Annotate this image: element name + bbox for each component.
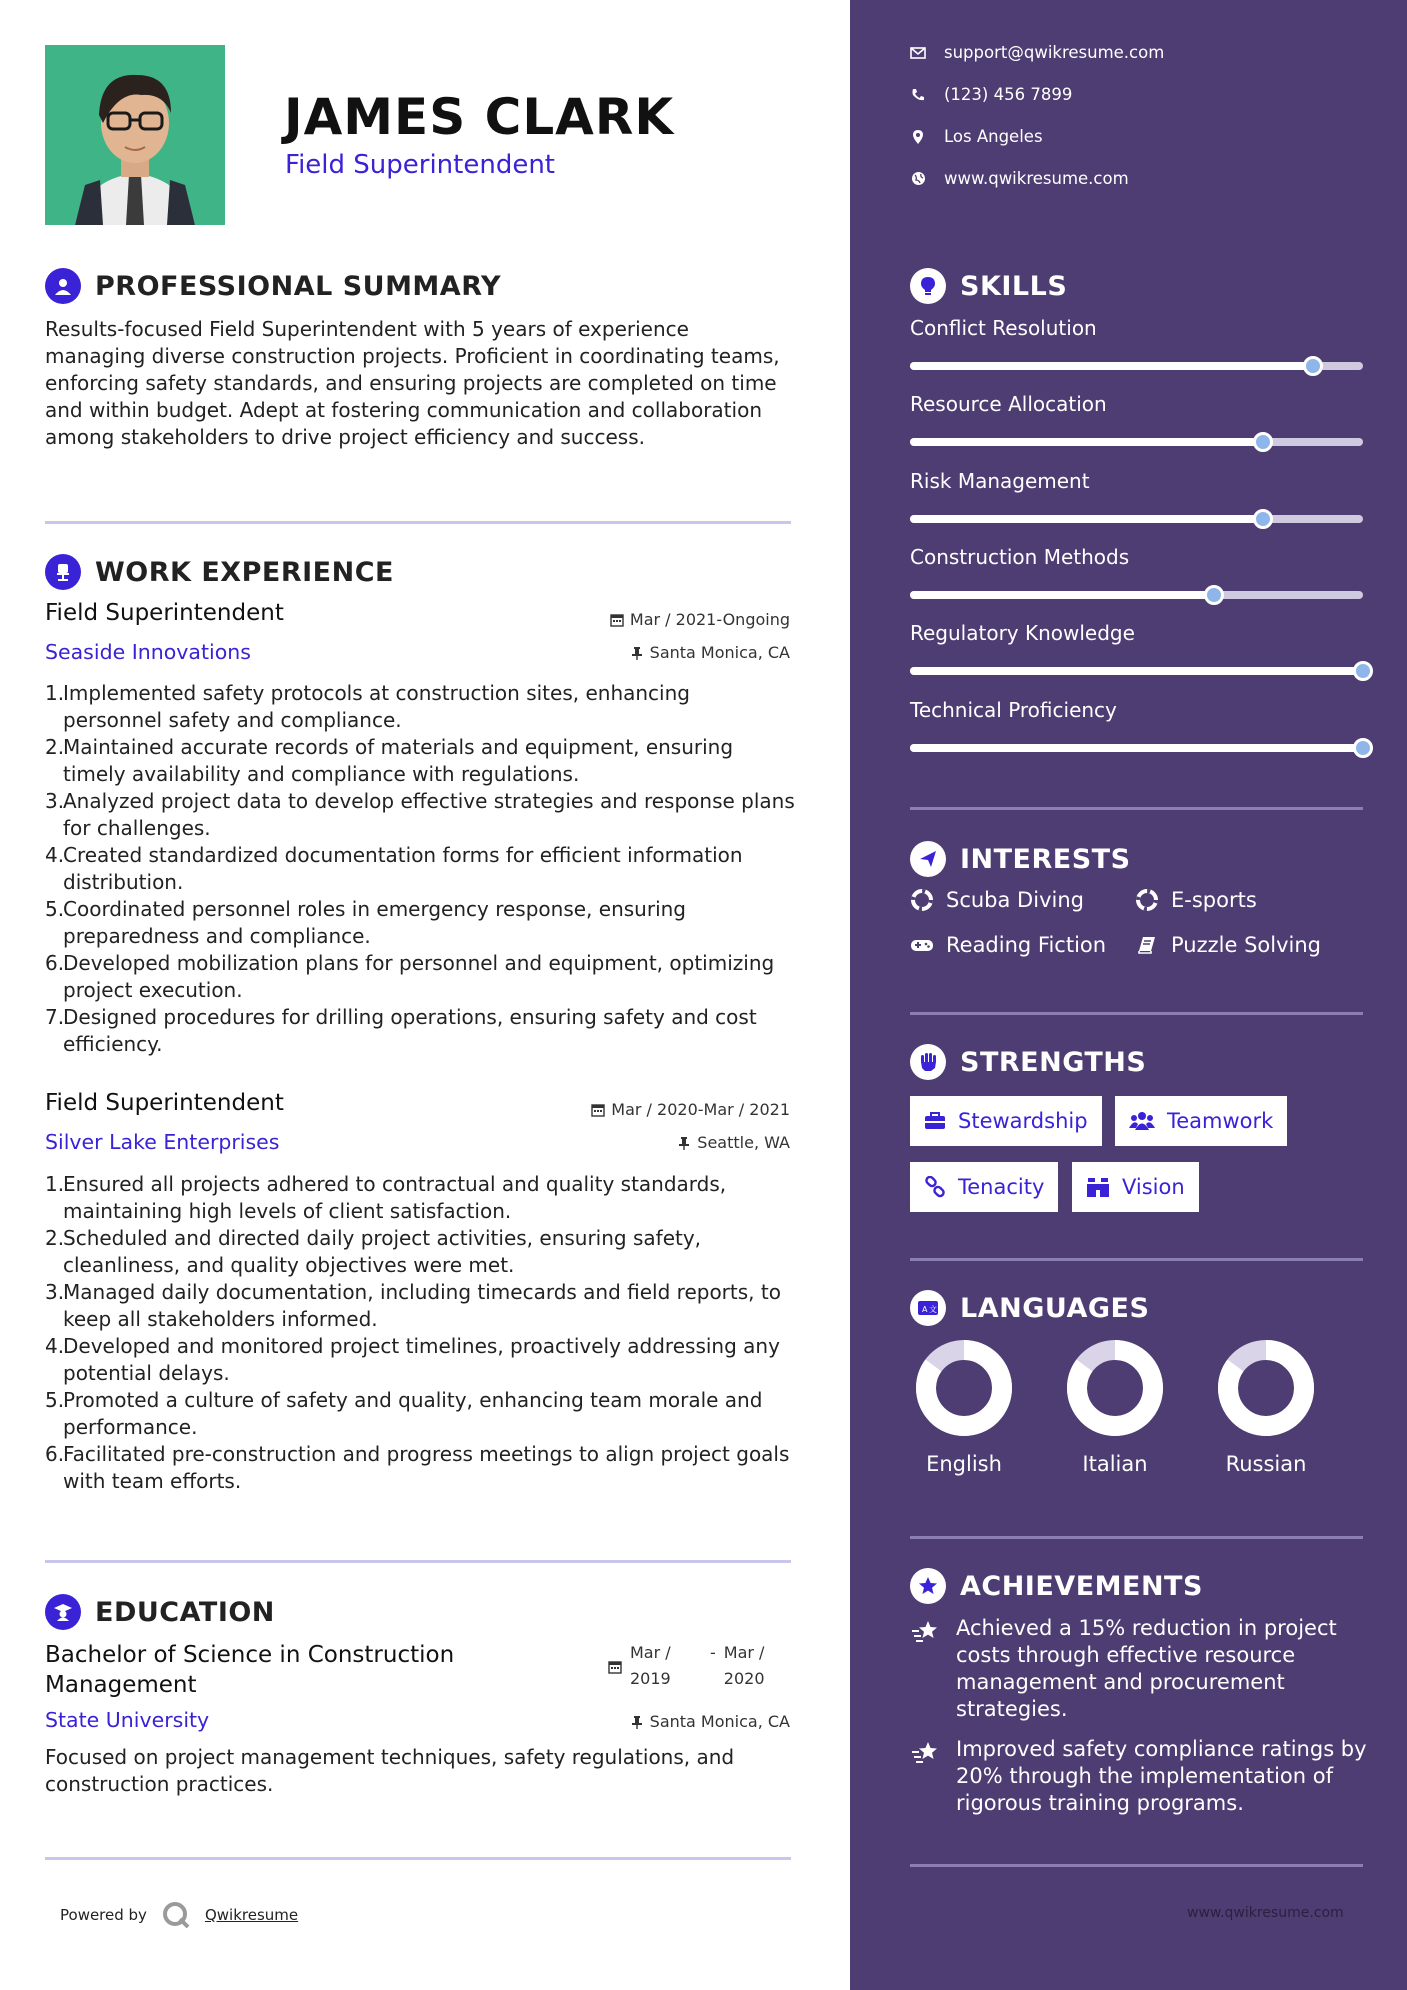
calendar-icon <box>591 1103 605 1117</box>
strength-label: Vision <box>1122 1175 1185 1199</box>
list-item: 7. Designed procedures for drilling operations, ensuring safety and cost efficiency. <box>45 1005 757 1056</box>
user-icon <box>45 268 81 304</box>
job-dates-text: Mar / 2021-Ongoing <box>629 610 790 629</box>
skill-bar <box>910 515 1363 523</box>
skill-bar-knob <box>1353 738 1373 758</box>
qwikresume-logo-icon <box>161 1900 191 1930</box>
skill-bar-fill <box>910 667 1363 675</box>
interest-label: Puzzle Solving <box>1171 933 1321 957</box>
list-item: 4. Created standardized documentation forms for efficient information distribution. <box>45 843 743 894</box>
summary-title: PROFESSIONAL SUMMARY <box>95 270 502 302</box>
skill-bar-fill <box>910 515 1263 523</box>
skill-bar <box>910 744 1363 752</box>
job-location <box>677 1133 790 1152</box>
envelope-icon <box>910 45 926 61</box>
achievement-item <box>910 1615 1370 1723</box>
skill-bar-knob <box>1303 356 1323 376</box>
powered-by-label: Powered by <box>60 1906 147 1924</box>
star-badge-icon <box>910 1568 946 1604</box>
list-item: 6. Developed mobilization plans for personnel and equipment, optimizing project execution. <box>45 951 775 1002</box>
job-dates-text: Mar / 2020-Mar / 2021 <box>611 1100 790 1119</box>
summary-heading <box>45 268 501 304</box>
skill-bar-fill <box>910 591 1214 599</box>
achievement-text: Achieved a 15% reduction in project costs through effective resource management and procurement strategies. <box>956 1616 1337 1721</box>
language-label: Italian <box>1082 1452 1148 1476</box>
language-donut <box>1218 1340 1314 1436</box>
strength-chip <box>910 1162 1058 1212</box>
footer-website[interactable]: www.qwikresume.com <box>1187 1905 1344 1921</box>
qwikresume-link[interactable]: Qwikresume <box>204 1906 299 1924</box>
contact-email-text: support@qwikresume.com <box>944 43 1165 62</box>
education-dates <box>608 1640 796 1692</box>
skill-bar <box>910 362 1363 370</box>
users-icon <box>1129 1111 1155 1131</box>
office-chair-icon <box>45 554 81 590</box>
list-item: 3. Managed daily documentation, including timecards and field reports, to keep all stakeholders informed. <box>45 1280 781 1331</box>
strength-chip <box>910 1096 1102 1146</box>
interest-item <box>910 933 1106 957</box>
contact-location-text: Los Angeles <box>944 127 1043 146</box>
skill-bar-knob <box>1204 585 1224 605</box>
job-title: Field Superintendent <box>45 1090 284 1116</box>
shooting-star-icon <box>910 1738 942 1770</box>
candidate-role: Field Superintendent <box>285 150 555 180</box>
list-item: 6. Facilitated pre-construction and progress meetings to align project goals with team efforts. <box>45 1442 790 1493</box>
education-location <box>630 1712 790 1731</box>
job-dates <box>591 1100 790 1119</box>
interests-heading <box>910 841 1131 877</box>
interest-item <box>910 888 1084 912</box>
gamepad-icon <box>910 933 934 957</box>
job-location-text: Santa Monica, CA <box>649 643 790 662</box>
pin-icon <box>630 1715 644 1729</box>
skill-label: Regulatory Knowledge <box>910 621 1135 645</box>
strength-label: Tenacity <box>958 1175 1045 1199</box>
job-company: Silver Lake Enterprises <box>45 1130 280 1154</box>
paper-plane-icon <box>910 841 946 877</box>
phone-icon <box>910 87 926 103</box>
interest-item <box>1135 933 1321 957</box>
section-divider <box>910 1012 1363 1015</box>
language-item <box>909 1340 1019 1476</box>
interest-label: Reading Fiction <box>946 933 1107 957</box>
contact-website-text: www.qwikresume.com <box>944 169 1129 188</box>
calendar-icon <box>608 1660 622 1674</box>
briefcase-icon <box>924 1112 946 1130</box>
summary-text: Results-focused Field Superintendent with 5 years of experience managing diverse construction projects. Proficient in coordinating teams, enforcing safety standards, and ensuring projects are completed on time and within budget. Adept at fostering communication and collaboration among stakeholders to drive project efficiency and success. <box>45 317 780 449</box>
list-item: 2. Maintained accurate records of materials and equipment, ensuring timely availability and compliance with regulations. <box>45 735 734 786</box>
education-start-date: Mar / 2019 <box>630 1643 671 1688</box>
skill-label: Conflict Resolution <box>910 316 1097 340</box>
list-item: 5. Promoted a culture of safety and quality, enhancing team morale and performance. <box>45 1388 763 1439</box>
contact-phone-text: (123) 456 7899 <box>944 85 1073 104</box>
skill-bar-knob <box>1253 509 1273 529</box>
language-item <box>1211 1340 1321 1476</box>
contact-location <box>910 127 1043 146</box>
language-donut <box>1067 1340 1163 1436</box>
link-icon <box>924 1176 946 1198</box>
strength-label: Stewardship <box>958 1109 1088 1133</box>
achievements-heading <box>910 1568 1203 1604</box>
skill-bar <box>910 667 1363 675</box>
language-icon <box>910 1290 946 1326</box>
skill-bar-fill <box>910 744 1363 752</box>
experience-heading <box>45 554 394 590</box>
job-dates <box>610 610 790 629</box>
footer-powered-by <box>60 1900 298 1930</box>
education-description: Focused on project management techniques, safety regulations, and construction practices. <box>45 1745 735 1796</box>
skill-bar-fill <box>910 362 1313 370</box>
list-item: 1. Implemented safety protocols at construction sites, enhancing personnel safety and compliance. <box>45 681 690 732</box>
section-divider <box>910 1258 1363 1261</box>
language-item <box>1060 1340 1170 1476</box>
education-degree: Bachelor of Science in Construction Management <box>45 1642 455 1698</box>
language-label: Russian <box>1225 1452 1307 1476</box>
strength-chip <box>1115 1096 1287 1146</box>
globe-icon <box>910 171 926 187</box>
contact-website[interactable] <box>910 169 1129 188</box>
experience-title: WORK EXPERIENCE <box>95 556 394 588</box>
skill-bar-knob <box>1253 432 1273 452</box>
job-location <box>630 643 790 662</box>
strengths-heading <box>910 1044 1146 1080</box>
education-location-text: Santa Monica, CA <box>649 1712 790 1731</box>
contact-phone[interactable] <box>910 85 1072 104</box>
fist-icon <box>910 1044 946 1080</box>
skill-label: Construction Methods <box>910 545 1130 569</box>
person-portrait-icon <box>45 45 225 225</box>
svg-text:A: A <box>922 1305 928 1314</box>
list-item: 1. Ensured all projects adhered to contractual and quality standards, maintaining high levels of client satisfaction. <box>45 1172 727 1223</box>
list-item: 2. Scheduled and directed daily project activities, ensuring safety, cleanliness, and quality objectives were met. <box>45 1226 702 1277</box>
language-donut <box>916 1340 1012 1436</box>
list-item: 3. Analyzed project data to develop effective strategies and response plans for challenges. <box>45 789 795 840</box>
skills-title: SKILLS <box>960 270 1068 302</box>
skills-heading <box>910 268 1067 304</box>
interest-item <box>1135 888 1257 912</box>
svg-text:文: 文 <box>929 1305 937 1314</box>
skill-bar <box>910 591 1363 599</box>
skill-bar-knob <box>1353 661 1373 681</box>
book-icon <box>1135 933 1159 957</box>
profile-photo <box>45 45 225 225</box>
shooting-star-icon <box>910 1617 942 1649</box>
education-end-date: Mar / 2020 <box>723 1643 765 1688</box>
section-divider <box>45 521 791 524</box>
achievements-title: ACHIEVEMENTS <box>960 1570 1203 1602</box>
skill-bar-fill <box>910 438 1263 446</box>
section-divider <box>910 1536 1363 1539</box>
binoculars-icon <box>1086 1176 1110 1198</box>
job-responsibilities <box>45 680 795 1058</box>
section-divider <box>45 1857 791 1860</box>
sidebar <box>850 0 1407 1990</box>
section-divider <box>45 1560 791 1563</box>
language-label: English <box>926 1452 1002 1476</box>
lifebuoy-icon <box>1135 888 1159 912</box>
strength-label: Teamwork <box>1167 1109 1274 1133</box>
graduate-icon <box>45 1594 81 1630</box>
list-item: 4. Developed and monitored project timelines, proactively addressing any potential delays. <box>45 1334 780 1385</box>
job-location-text: Seattle, WA <box>697 1133 790 1152</box>
strength-chip <box>1072 1162 1199 1212</box>
strengths-title: STRENGTHS <box>960 1046 1147 1078</box>
skill-label: Risk Management <box>910 469 1090 493</box>
list-item: 5. Coordinated personnel roles in emergency response, ensuring preparedness and compliance. <box>45 897 686 948</box>
candidate-name: JAMES CLARK <box>284 88 675 146</box>
education-school: State University <box>45 1708 210 1732</box>
map-marker-icon <box>910 129 926 145</box>
calendar-icon <box>610 613 624 627</box>
education-date-separator: - <box>710 1643 716 1662</box>
job-title: Field Superintendent <box>45 600 284 626</box>
section-divider <box>910 1864 1363 1867</box>
skill-label: Technical Proficiency <box>910 698 1117 722</box>
interest-label: Scuba Diving <box>946 888 1084 912</box>
interest-label: E-sports <box>1171 888 1257 912</box>
job-responsibilities <box>45 1171 795 1495</box>
education-title: EDUCATION <box>95 1596 275 1628</box>
skill-label: Resource Allocation <box>910 392 1107 416</box>
languages-heading <box>910 1290 1149 1326</box>
section-divider <box>910 807 1363 810</box>
languages-title: LANGUAGES <box>960 1292 1150 1324</box>
pin-icon <box>630 646 644 660</box>
achievement-text: Improved safety compliance ratings by 20% through the implementation of rigorous training programs. <box>956 1737 1367 1815</box>
lifebuoy-icon <box>910 888 934 912</box>
job-company: Seaside Innovations <box>45 640 251 664</box>
lightbulb-icon <box>910 268 946 304</box>
education-heading <box>45 1594 275 1630</box>
achievement-item <box>910 1736 1370 1817</box>
interests-title: INTERESTS <box>960 843 1131 875</box>
pin-icon <box>677 1136 691 1150</box>
skill-bar <box>910 438 1363 446</box>
contact-email[interactable] <box>910 43 1164 62</box>
